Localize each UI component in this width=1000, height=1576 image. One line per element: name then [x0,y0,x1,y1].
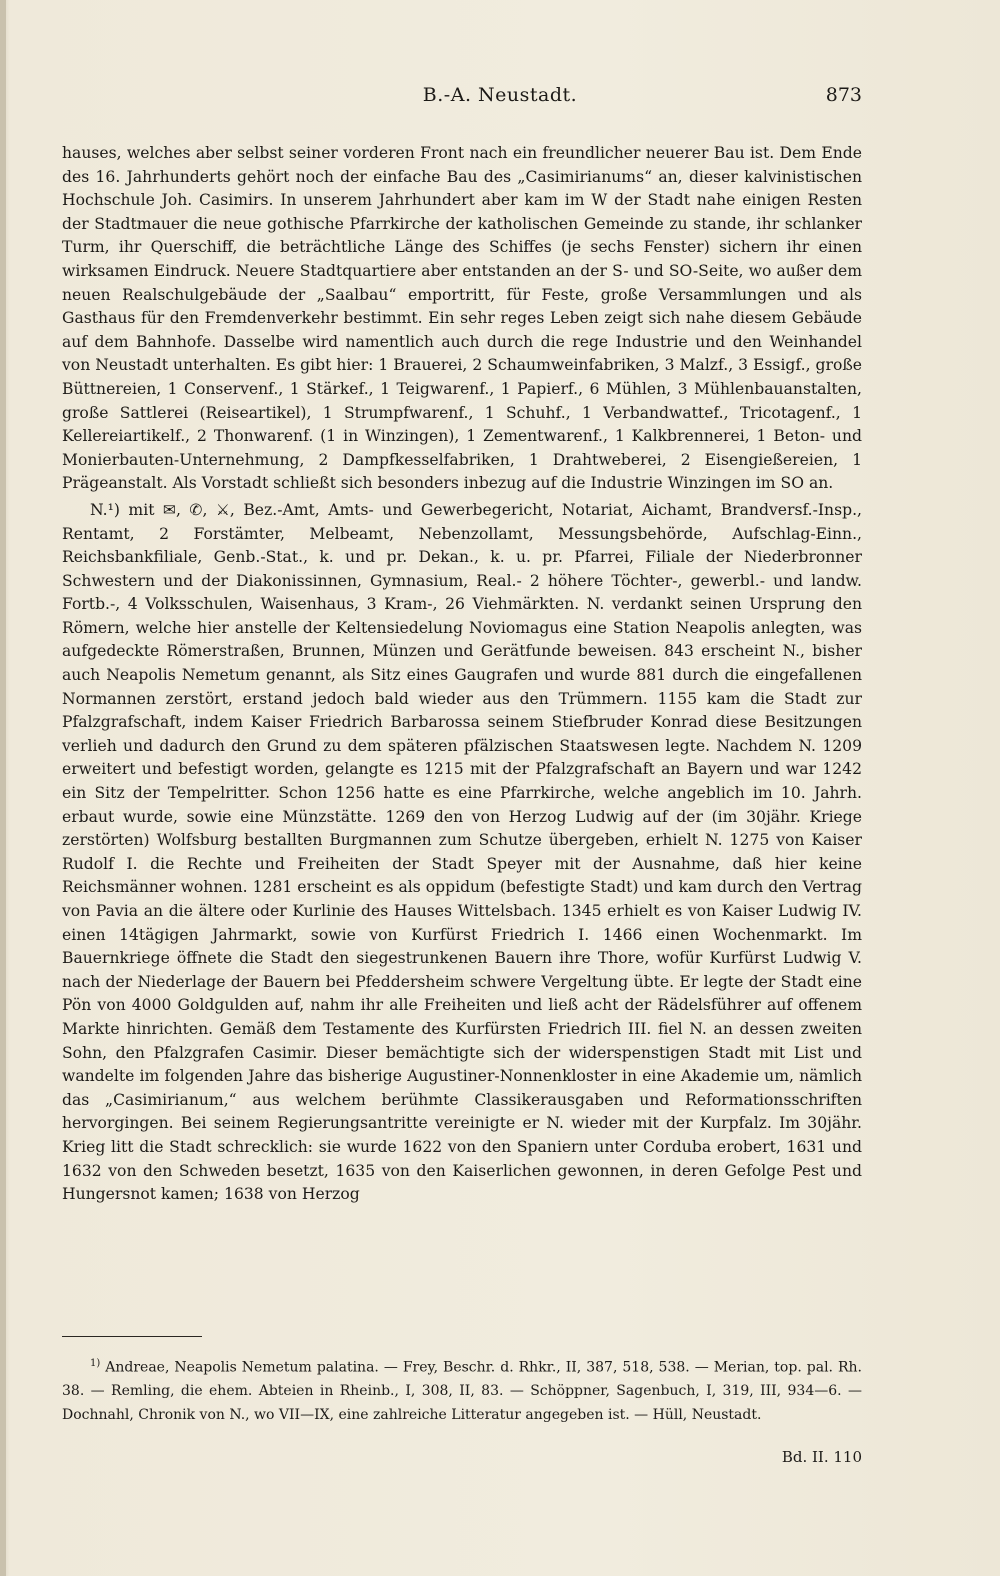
footnote-rule [62,1336,202,1337]
book-gutter [0,0,6,1576]
main-text [62,142,862,1207]
running-head: B.-A. Neustadt. [422,84,578,106]
footnote [62,1352,862,1427]
page-header [0,84,1000,114]
paragraph-2: N.¹) mit ✉, ✆, ⚔, Bez.-Amt, Amts- und Gewerbegericht, Notariat, Aichamt, Brandversf.-Insp., Rentamt, 2 Forstämter, Melbeamt, Nebenzollamt, Messungsbehörde, Aufschlag-Einn., Reichsbankfiliale, Genb.-Stat., k. und pr. Dekan., k. u. pr. Pfarrei, Filiale der Niederbronner Schwestern und der Diakonissinnen, Gymnasium, Real.- 2 höhere Töchter-, gewerbl.- und landw. Fortb.-, 4 Volksschulen, Waisenhaus, 3 Kram-, 26 Viehmärkten. N. verdankt seinen Ursprung den Römern, welche hier anstelle der Keltensiedelung Noviomagus eine Station Neapolis anlegten, was aufgedeckte Römerstraßen, Brunnen, Münzen und Gerätfunde beweisen. 843 erscheint N., bisher auch Neapolis Nemetum genannt, als Sitz eines Gaugrafen und wurde 881 durch die eingefallenen Normannen zerstört, erstand jedoch bald wieder aus den Trümmern. 1155 kam die Stadt zur Pfalzgrafschaft, indem Kaiser Friedrich Barbarossa seinem Stiefbruder Konrad diese Besitzungen verlieh und dadurch den Grund zu dem späteren pfälzischen Staatswesen legte. Nachdem N. 1209 erweitert und befestigt worden, gelangte es 1215 mit der Pfalzgrafschaft an Bayern und war 1242 ein Sitz der Tempelritter. Schon 1256 hatte es eine Pfarrkirche, welche angeblich im 10. Jahrh. erbaut wurde, sowie eine Münzstätte. 1269 den von Herzog Ludwig auf der (im 30jähr. Kriege zerstörten) Wolfsburg bestallten Burgmannen zum Schutze übergeben, erhielt N. 1275 von Kaiser Rudolf I. die Rechte und Freiheiten der Stadt Speyer mit der Ausnahme, daß hier keine Reichsmänner wohnen. 1281 erscheint es als oppidum (befestigte Stadt) und kam durch den Vertrag von Pavia an die ältere oder Kurlinie des Hauses Wittelsbach. 1345 erhielt es von Kaiser Ludwig IV. einen 14tägigen Jahrmarkt, sowie von Kurfürst Friedrich I. 1466 einen Wochenmarkt. Im Bauernkriege öffnete die Stadt den siegestrunkenen Bauern ihre Thore, wofür Kurfürst Ludwig V. nach der Niederlage der Bauern bei Pfeddersheim schwere Vergeltung übte. Er legte der Stadt eine Pön von 4000 Goldgulden auf, nahm ihr alle Freiheiten und ließ acht der Rädelsführer auf offenem Markte hinrichten. Gemäß dem Testamente des Kurfürsten Friedrich III. fiel N. an dessen zweiten Sohn, den Pfalzgrafen Casimir. Dieser bemächtigte sich der widerspenstigen Stadt mit List und wandelte im folgenden Jahre das bisherige Augustiner-Nonnenkloster in eine Akademie um, nämlich das „Casimirianum,“ aus welchem berühmte Classikerausgaben und Reformationsschriften hervorgingen. Bei seinem Regierungsantritte vereinigte er N. wieder mit der Kurpfalz. Im 30jähr. Krieg litt die Stadt schrecklich: sie wurde 1622 von den Spaniern unter Corduba erobert, 1631 und 1632 von den Schweden besetzt, 1635 von den Kaiserlichen gewonnen, in deren Gefolge Pest und Hungersnot kamen; 1638 von Herzog [62,500,862,1204]
paragraph-1: hauses, welches aber selbst seiner vorderen Front nach ein freundlicher neuerer Bau ist. Dem Ende des 16. Jahrhunderts gehört noch der einfache Bau des „Casimirianums“ an, dieser kalvinistischen Hochschule Joh. Casimirs. In unserem Jahrhundert aber kam im W der Stadt nahe einigen Resten der Stadtmauer die neue gothische Pfarrkirche der katholischen Gemeinde zu stande, ihr schlanker Turm, ihr Querschiff, die beträchtliche Länge des Schiffes (je sechs Fenster) sichern ihr einen wirksamen Eindruck. Neuere Stadtquartiere aber entstanden an der S- und SO-Seite, wo außer dem neuen Realschulgebäude der „Saalbau“ emportritt, für Feste, große Versammlungen und als Gasthaus für den Fremdenverkehr bestimmt. Ein sehr reges Leben zeigt sich nahe diesem Gebäude auf dem Bahnhofe. Dasselbe wird namentlich auch durch die rege Industrie und den Weinhandel von Neustadt unterhalten. Es gibt hier: 1 Brauerei, 2 Schaumweinfabriken, 3 Malzf., 3 Essigf., große Büttnereien, 1 Conservenf., 1 Stärkef., 1 Teigwarenf., 1 Papierf., 6 Mühlen, 3 Mühlenbauanstalten, große Sattlerei (Reiseartikel), 1 Strumpfwarenf., 1 Schuhf., 1 Verbandwattef., Tricotagenf., 1 Kellereiartikelf., 2 Thonwarenf. (1 in Winzingen), 1 Zementwarenf., 1 Kalkbrennerei, 1 Beton- und Monierbauten-Unternehmung, 2 Dampfkesselfabriken, 1 Drahtweberei, 2 Eisengießereien, 1 Prägeanstalt. Als Vorstadt schließt sich besonders inbezug auf die Industrie Winzingen im SO an. [62,144,862,493]
footnote-mark: 1) [90,1358,101,1369]
footnote-text: Andreae, Neapolis Nemetum palatina. — Frey, Beschr. d. Rhkr., II, 387, 518, 538. — Merian, top. pal. Rh. 38. — Remling, die ehem. Abteien in Rheinb., I, 308, II, 83. — Schöppner, Sagenbuch, I, 319, III, 934—6. — Dochnahl, Chronik von N., wo VII—IX, eine zahlreiche Litteratur angegeben ist. — Hüll, Neustadt. [62,1359,862,1423]
page-number: 873 [825,84,862,106]
volume-signature: Bd. II. 110 [781,1448,862,1466]
